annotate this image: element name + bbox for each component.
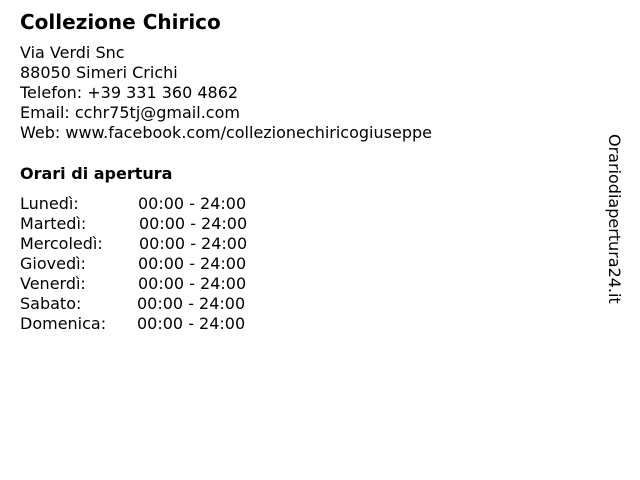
time-range: 00:00 - 24:00 bbox=[139, 234, 248, 253]
day-label: Giovedì: bbox=[20, 254, 86, 273]
site-watermark: Orariodiapertura24.it bbox=[605, 134, 624, 304]
day-label: Lunedì: bbox=[20, 194, 79, 213]
time-range: 00:00 - 24:00 bbox=[137, 294, 246, 313]
day-label: Mercoledì: bbox=[20, 234, 103, 253]
hours-row-saturday bbox=[20, 294, 280, 314]
website-url: Web: www.facebook.com/collezionechiricogiuseppe bbox=[20, 123, 432, 142]
address-street: Via Verdi Snc bbox=[20, 43, 125, 62]
day-label: Martedì: bbox=[20, 214, 87, 233]
day-label: Venerdì: bbox=[20, 274, 86, 293]
phone-number: Telefon: +39 331 360 4862 bbox=[20, 83, 239, 102]
opening-hours-heading: Orari di apertura bbox=[20, 164, 173, 183]
hours-row-monday bbox=[20, 194, 280, 214]
day-label: Sabato: bbox=[20, 294, 82, 313]
hours-row-tuesday bbox=[20, 214, 280, 234]
hours-row-thursday bbox=[20, 254, 280, 274]
time-range: 00:00 - 24:00 bbox=[139, 214, 248, 233]
time-range: 00:00 - 24:00 bbox=[138, 274, 247, 293]
opening-hours-list bbox=[20, 194, 280, 334]
day-label: Domenica: bbox=[20, 314, 107, 333]
contact-info bbox=[20, 43, 432, 143]
time-range: 00:00 - 24:00 bbox=[138, 194, 247, 213]
hours-row-friday bbox=[20, 274, 280, 294]
time-range: 00:00 - 24:00 bbox=[138, 254, 247, 273]
email-address: Email: cchr75tj@gmail.com bbox=[20, 103, 240, 122]
time-range: 00:00 - 24:00 bbox=[137, 314, 246, 333]
hours-row-wednesday bbox=[20, 234, 280, 254]
business-name: Collezione Chirico bbox=[20, 10, 221, 34]
hours-row-sunday bbox=[20, 314, 280, 334]
address-city: 88050 Simeri Crichi bbox=[20, 63, 178, 82]
